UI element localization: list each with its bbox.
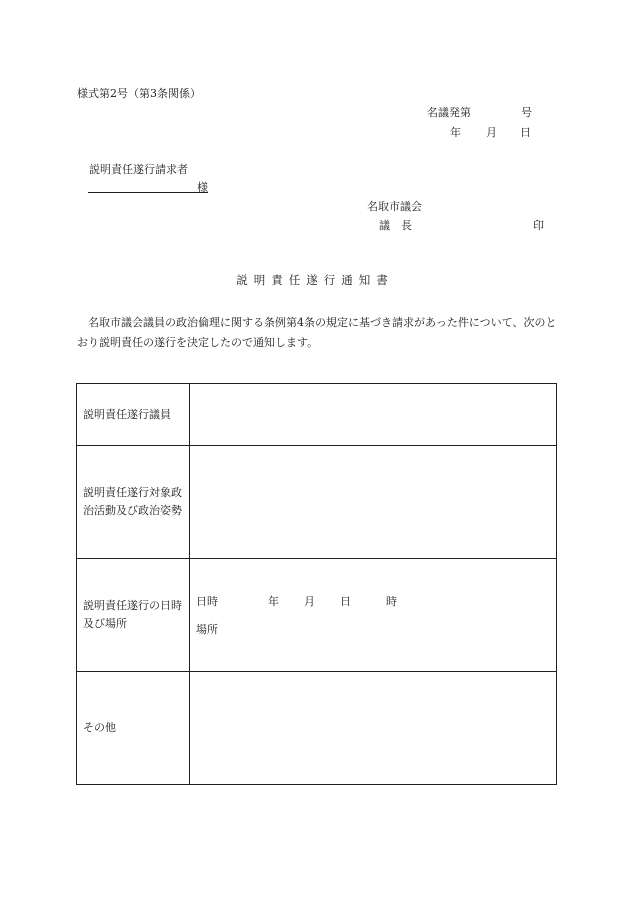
datetime-row: [196, 593, 550, 607]
body-text: 名取市議会議員の政治倫理に関する条例第4条の規定に基づき請求があった件について、次のとおり説明責任の遂行を決定したので通知します。: [77, 316, 557, 349]
datetime-year: 年: [268, 595, 279, 608]
document-number-suffix: 号: [521, 106, 532, 119]
document-number: [427, 104, 532, 120]
row-value-other: [190, 672, 557, 785]
row-value-member: [190, 384, 557, 446]
requester-label: 説明責任遂行請求者: [89, 163, 188, 176]
seal-mark: 印: [533, 219, 544, 232]
row-value-datetime-place: [190, 559, 557, 672]
datetime-month: 月: [304, 595, 315, 608]
datetime-label: 日時: [196, 595, 218, 608]
chair-title: 議 長: [379, 219, 412, 232]
requester-honorific: 様: [197, 181, 208, 194]
row-label-member: 説明責任遂行議員: [77, 384, 190, 446]
row-label-datetime-place: 説明責任遂行の日時及び場所: [77, 559, 190, 672]
form-number: 様式第2号（第3条関係）: [77, 87, 201, 100]
place-label: 場所: [196, 623, 218, 636]
document-number-prefix: 名議発第: [427, 106, 471, 119]
council-name: 名取市議会: [367, 200, 422, 213]
table-row: [77, 384, 557, 446]
table-row: [77, 672, 557, 785]
date-day: 日: [520, 126, 531, 139]
datetime-hour: 時: [386, 595, 397, 608]
table-row: [77, 446, 557, 559]
row-label-activity: 説明責任遂行対象政治活動及び政治姿勢: [77, 446, 190, 559]
date-month: 月: [486, 126, 497, 139]
date-year: 年: [450, 126, 461, 139]
row-label-other: その他: [77, 672, 190, 785]
chair-line: [379, 217, 547, 233]
datetime-day: 日: [340, 595, 351, 608]
notice-table: [76, 383, 557, 785]
document-title: 説明責任遂行通知書: [236, 273, 394, 287]
requester-name-line: [88, 179, 208, 193]
row-value-activity: [190, 446, 557, 559]
table-row: [77, 559, 557, 672]
